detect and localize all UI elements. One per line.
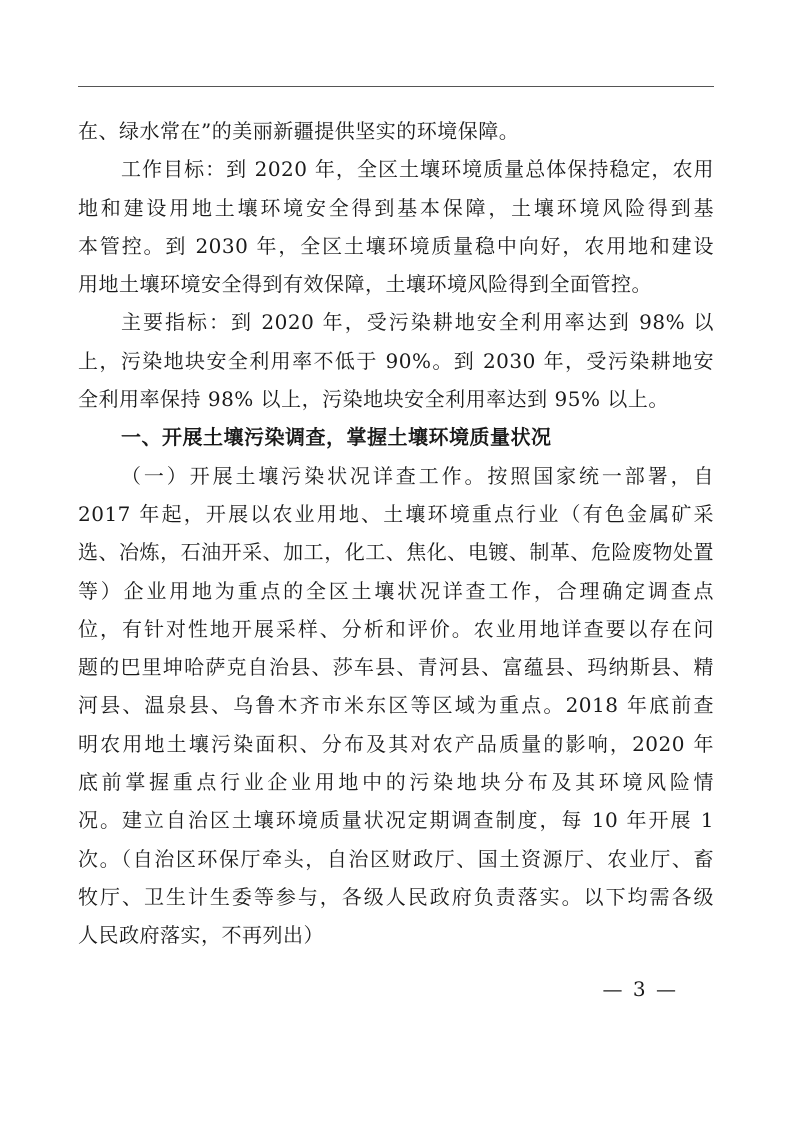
text-line: 主要指标：到 2020 年，受污染耕地安全利用率达到 98% 以 [121,310,714,335]
text-line: 次。（自治区环保厅牵头，自治区财政厅、国土资源厅、农业厅、畜 [78,846,714,871]
page-number: — 3 — [602,977,678,1001]
section-heading: 一、开展土壤污染调查，掌握土壤环境质量状况 [121,425,552,450]
text-line: 牧厅、卫生计生委等参与，各级人民政府负责落实。以下均需各级 [78,884,714,909]
text-line: （一）开展土壤污染状况详查工作。按照国家统一部署，自 [121,463,714,488]
text-line: 等）企业用地为重点的全区土壤状况详查工作，合理确定调查点 [78,578,714,603]
paragraph-continuation [78,112,714,150]
text-line: 位，有针对性地开展采样、分析和评价。农业用地详查要以存在问 [78,616,714,641]
document-body [78,112,714,955]
text-line: 本管控。到 2030 年，全区土壤环境质量稳中向好，农用地和建设 [78,233,714,258]
text-line: 全利用率保持 98% 以上，污染地块安全利用率达到 95% 以上。 [78,387,669,412]
text-line: 明农用地土壤污染面积、分布及其对农产品质量的影响，2020 年 [78,731,714,756]
paragraph-detailed-survey [78,457,714,955]
header-rule [78,86,714,87]
text-line: 人民政府落实，不再列出） [78,923,324,948]
text-line: 工作目标：到 2020 年，全区土壤环境质量总体保持稳定，农用 [121,157,714,182]
text-line: 用地土壤环境安全得到有效保障，土壤环境风险得到全面管控。 [78,272,652,297]
text-line: 选、冶炼，石油开采、加工，化工、焦化、电镀、制革、危险废物处置 [78,540,714,565]
paragraph-work-goals [78,150,714,303]
text-line: 2017 年起，开展以农业用地、土壤环境重点行业（有色金属矿采 [78,501,714,526]
text-line: 河县、温泉县、乌鲁木齐市米东区等区域为重点。2018 年底前查 [78,693,714,718]
text-line: 在、绿水常在”的美丽新疆提供坚实的环境保障。 [78,119,520,143]
text-line: 上，污染地块安全利用率不低于 90%。到 2030 年，受污染耕地安 [78,348,714,373]
text-line: 地和建设用地土壤环境安全得到基本保障，土壤环境风险得到基 [78,195,714,220]
paragraph-main-indicators [78,303,714,418]
text-line: 题的巴里坤哈萨克自治县、莎车县、青河县、富蕴县、玛纳斯县、精 [78,655,714,680]
section-heading-1 [78,418,714,456]
text-line: 况。建立自治区土壤环境质量状况定期调查制度，每 10 年开展 1 [78,808,714,833]
text-line: 底前掌握重点行业企业用地中的污染地块分布及其环境风险情 [78,770,714,795]
